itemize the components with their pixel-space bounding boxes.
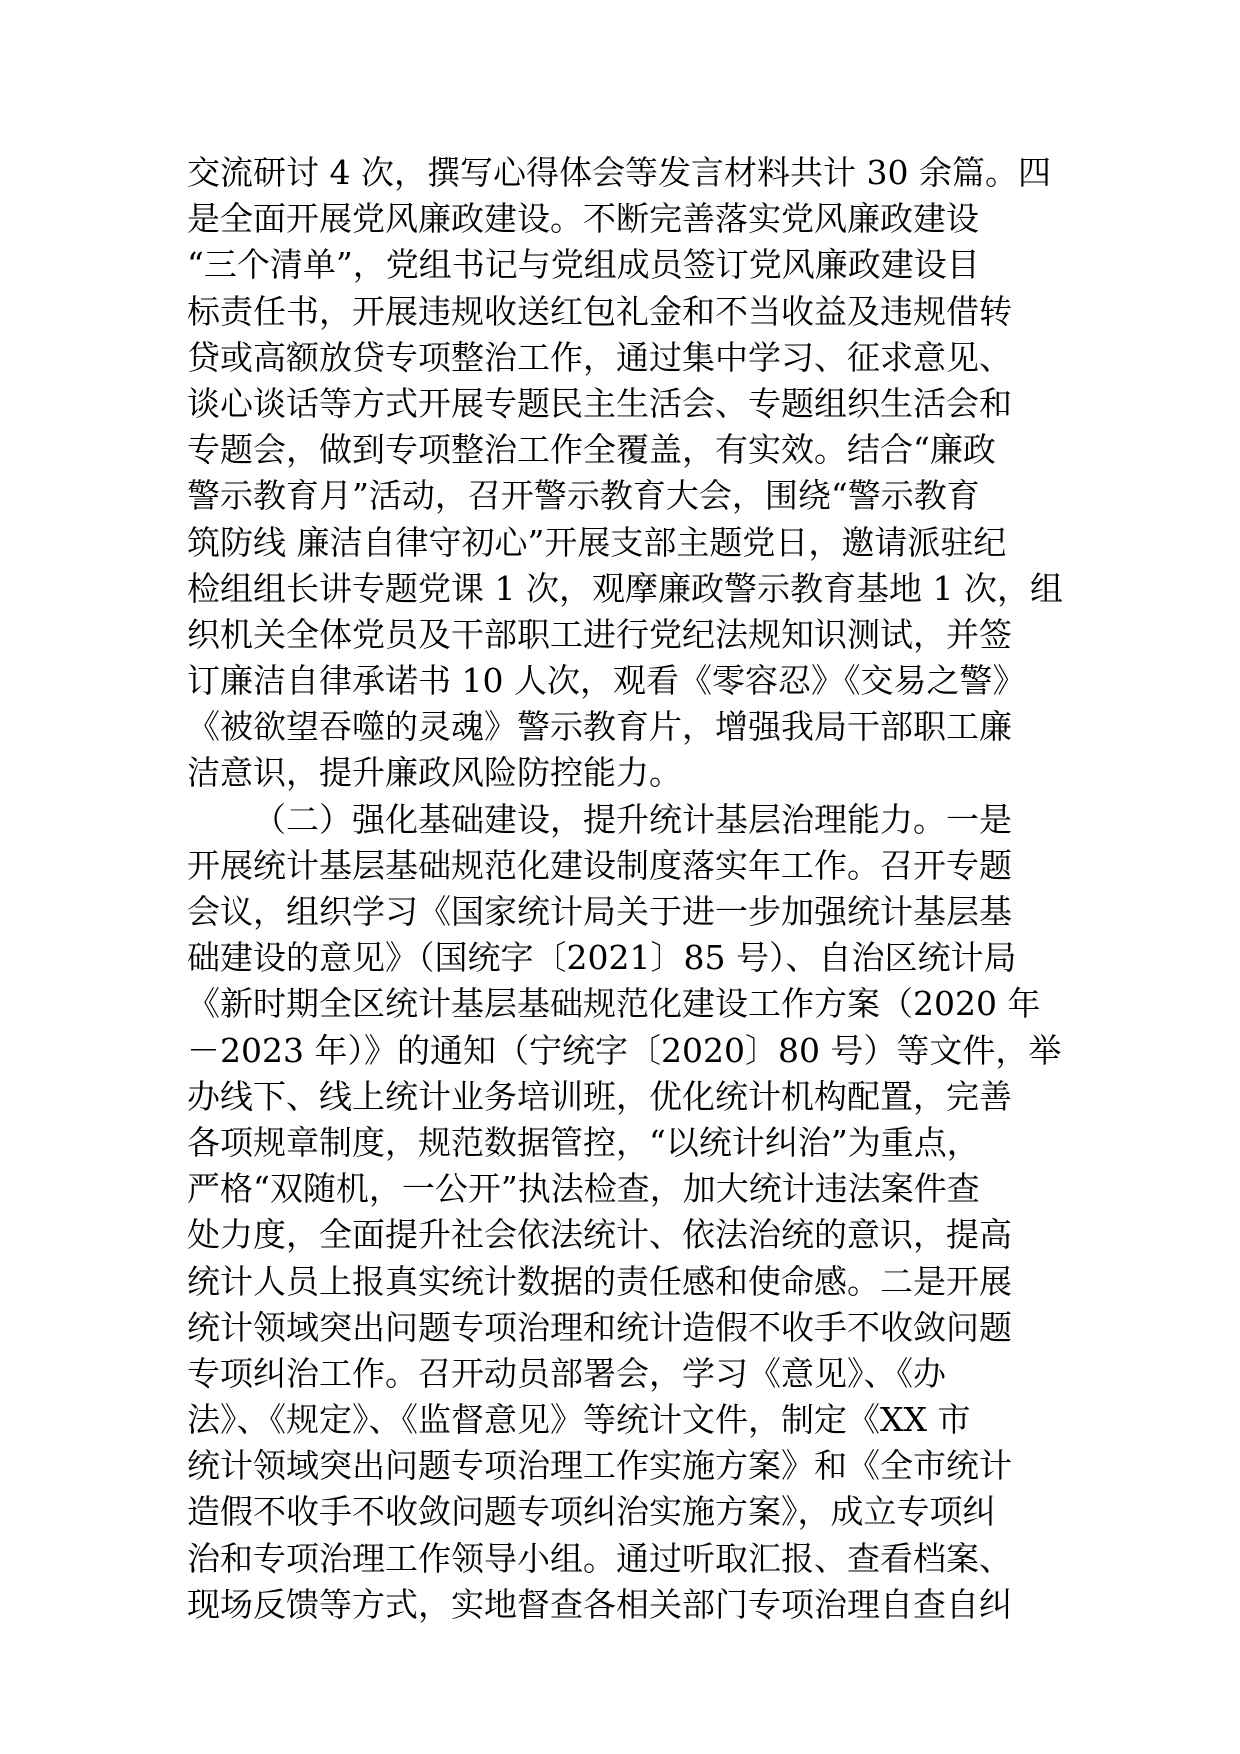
text-line: 统计领域突出问题专项治理工作实施方案》和《全市统计 [187,1446,1012,1486]
text-line: 洁意识，提升廉政风险防控能力。 [187,753,682,793]
text-line: 处力度，全面提升社会依法统计、依法治统的意识，提高 [187,1215,1012,1255]
text-line: 谈心谈话等方式开展专题民主生活会、专题组织生活会和 [187,383,1012,423]
text-line: 开展统计基层基础规范化建设制度落实年工作。召开专题 [187,845,1012,885]
text-line: 警示教育月”活动，召开警示教育大会，围绕“警示教育 [187,476,980,516]
text-line: 各项规章制度，规范数据管控，“以统计纠治”为重点， [187,1122,980,1162]
text-line: 法》、《规定》、《监督意见》等统计文件，制定《XX 市 [187,1400,971,1440]
text-line: 《被欲望吞噬的灵魂》警示教育片，增强我局干部职工廉 [187,707,1012,747]
text-line: －2023 年）》的通知（宁统字〔2020〕80 号）等文件，举 [187,1030,1062,1070]
text-line: “三个清单”，党组书记与党组成员签订党风廉政建设目 [187,245,980,285]
text-line: 治和专项治理工作领导小组。通过听取汇报、查看档案、 [187,1538,1012,1578]
text-line: 会议，组织学习《国家统计局关于进一步加强统计基层基 [187,892,1012,931]
text-line: 统计人员上报真实统计数据的责任感和使命感。二是开展 [187,1261,1012,1301]
text-line: 办线下、线上统计业务培训班，优化统计机构配置，完善 [187,1076,1012,1116]
text-line: 专题会，做到专项整治工作全覆盖，有实效。结合“廉政 [187,430,996,470]
text-line: 严格“双随机，一公开”执法检查，加大统计违法案件查 [187,1169,980,1209]
text-line: 筑防线 廉洁自律守初心”开展支部主题党日，邀请派驻纪 [187,522,1007,562]
text-line: 《新时期全区统计基层基础规范化建设工作方案（2020 年 [187,984,1041,1024]
text-line: 织机关全体党员及干部职工进行党纪法规知识测试，并签 [187,614,1012,654]
section-heading-line: （二）强化基础建设，提升统计基层治理能力。一是 [253,799,1012,839]
text-line: 是全面开展党风廉政建设。不断完善落实党风廉政建设 [187,199,979,239]
text-line: 造假不收手不收敛问题专项纠治实施方案》，成立专项纠 [187,1492,996,1532]
body-text [187,150,1063,1628]
text-line: 专项纠治工作。召开动员部署会，学习《意见》、《办 [187,1353,946,1393]
text-line: 订廉洁自律承诺书 10 人次，观看《零容忍》《交易之警》 [187,661,1026,701]
text-line: 检组组长讲专题党课 1 次，观摩廉政警示教育基地 1 次，组 [187,568,1063,608]
text-line: 贷或高额放贷专项整治工作，通过集中学习、征求意见、 [187,337,1012,377]
text-line: 统计领域突出问题专项治理和统计造假不收手不收敛问题 [187,1307,1012,1347]
text-line: 交流研讨 4 次，撰写心得体会等发言材料共计 30 余篇。四 [187,153,1051,192]
text-line: 现场反馈等方式，实地督查各相关部门专项治理自查自纠 [187,1584,1012,1624]
text-line: 标责任书，开展违规收送红包礼金和不当收益及违规借转 [187,291,1012,331]
text-line: 础建设的意见》（国统字〔2021〕85 号）、自治区统计局 [187,938,1017,978]
